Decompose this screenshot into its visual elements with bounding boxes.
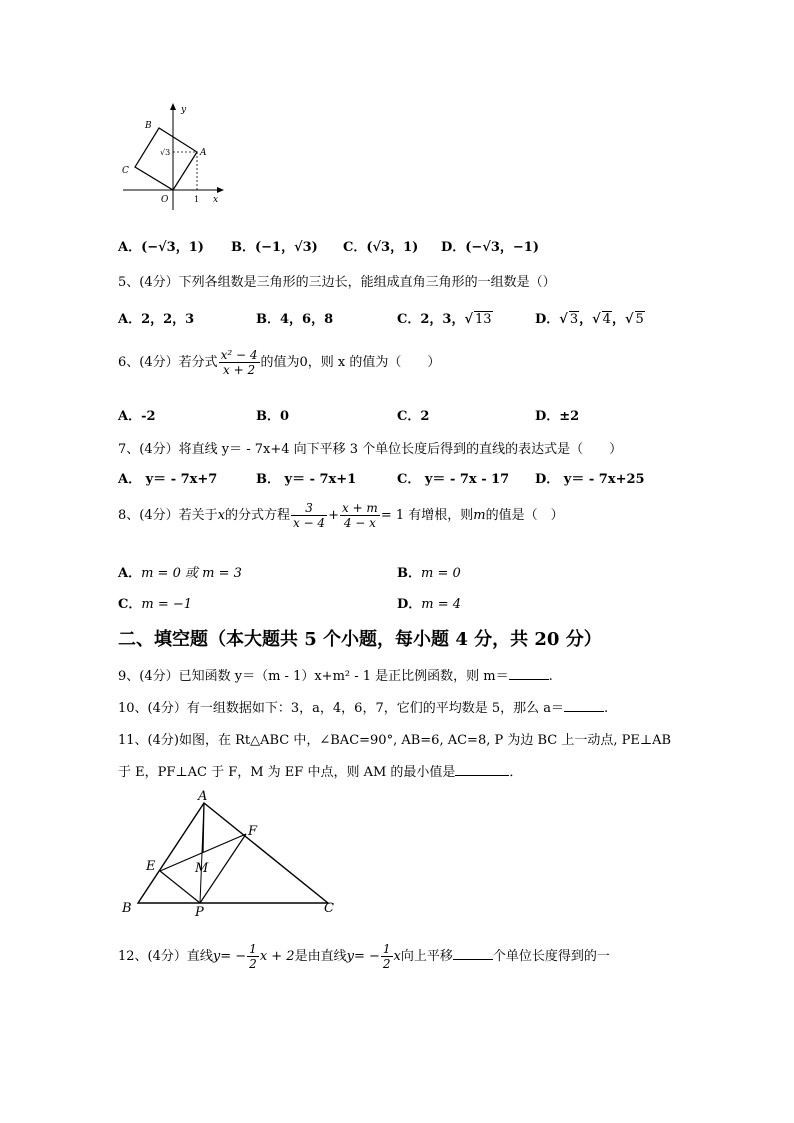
q8-option-c[interactable]: [118, 593, 192, 612]
q11-line-1: 11、(4分)如图，在 Rt△ABC 中，∠BAC=90°, AB=6, AC=8, P 为边 BC 上一动点, PE⊥AB: [118, 733, 672, 748]
q8-stem-post: 的值是（ ）: [485, 508, 564, 523]
q6-fraction-numerator: x² − 4: [220, 348, 258, 362]
q5-option-d-sep-1: ，: [579, 312, 593, 327]
q12-fraction-2-denominator: 2: [382, 957, 391, 971]
sqrt-icon: [625, 312, 634, 327]
q11-line-2-pre: 于 E，PF⊥AC 于 F，M 为 EF 中点，则 AM 的最小值是: [118, 765, 456, 780]
q8-fraction-2: [340, 501, 380, 530]
q5-stem: 5、(4分）下列各组数是三角形的三边长，能组成直角三角形的一组数是（）: [118, 275, 556, 290]
q10-stem-post: .: [604, 701, 609, 716]
sqrt-icon: [592, 312, 601, 327]
fig4-label-x: x: [213, 195, 219, 205]
q8-var-m: m: [473, 508, 486, 523]
q12-fraction-2: [381, 942, 393, 971]
q8-option-a[interactable]: [118, 562, 242, 581]
q5-option-d-radicand-2: 4: [602, 312, 611, 327]
q11-answer-blank[interactable]: [455, 763, 509, 776]
fig4-label-rt3: √3: [160, 148, 171, 157]
q7-option-d[interactable]: D． y＝ - 7x+25: [535, 472, 645, 487]
q8-fraction-2-numerator: x + m: [341, 501, 378, 515]
q9-stem-pre: 9、(4分）已知函数 y＝（m - 1）x+m² - 1 是正比例函数，则 m＝: [118, 669, 509, 684]
fig4-label-C: C: [122, 166, 129, 176]
fig11-label-E: E: [146, 859, 156, 874]
q10-answer-blank[interactable]: [564, 699, 604, 712]
q7-option-c[interactable]: C． y＝ - 7x - 17: [397, 472, 510, 487]
q12-term-2: x: [393, 949, 401, 964]
q12-var-y2: y: [346, 949, 354, 964]
fig11-label-M: M: [195, 861, 209, 876]
q5-option-c-radicand: 13: [475, 312, 492, 327]
q12-stem-post-2: 个单位长度得到的一: [492, 949, 610, 964]
q11-line-2-post: ．: [509, 765, 523, 780]
fig4-label-B: B: [145, 121, 152, 131]
q12-stem-pre: 12、(4分）直线: [118, 949, 213, 964]
q10-stem-pre: 10、(4分）有一组数据如下：3，a，4，6，7，它们的平均数是 5，那么 a＝: [118, 701, 565, 716]
q8-stem-eq: = 1 有增根，则: [380, 508, 474, 523]
q7-option-a[interactable]: A． y＝ - 7x+7: [118, 472, 218, 487]
q8-option-c-letter: C．: [118, 597, 142, 612]
fig11-label-F: F: [248, 824, 258, 839]
q4-option-b[interactable]: B．(−1，√3): [231, 240, 318, 255]
q8-fraction-1: [291, 501, 327, 530]
q5-option-d[interactable]: [535, 308, 645, 327]
q5-option-d-sep-2: ，: [611, 312, 625, 327]
q4-coordinate-figure: [115, 100, 230, 210]
q8-plus: +: [328, 508, 339, 523]
q9-stem-post: .: [548, 669, 553, 684]
q12-fraction-1-denominator: 2: [249, 957, 257, 971]
q6-option-c[interactable]: C．2: [397, 409, 430, 424]
q8-option-b[interactable]: [397, 562, 461, 581]
q11-triangle-figure: [118, 788, 348, 918]
q6-option-d[interactable]: D．±2: [535, 409, 580, 424]
q6-stem-pre: 6、(4分）若分式: [118, 355, 218, 370]
q11-line-2: [118, 761, 522, 780]
q8-option-d-value: m = 4: [421, 597, 462, 612]
q12-var-y1: y: [212, 949, 221, 964]
q8-stem-mid: 的分式方程: [224, 508, 290, 523]
q8-option-b-value: m = 0: [421, 566, 461, 581]
q12-term-1: x + 2: [259, 949, 295, 964]
q5-option-a[interactable]: A．2，2，3: [118, 312, 195, 327]
q8-option-b-letter: B．: [397, 566, 421, 581]
q12-stem-mid: 是由直线: [294, 949, 347, 964]
q12-fraction-1-numerator: 1: [249, 942, 257, 956]
q6-fraction: [219, 348, 260, 377]
fig4-label-1: 1: [194, 195, 200, 204]
q12-eq1: = −: [220, 949, 247, 964]
q5-option-d-text: D．: [535, 312, 560, 327]
q5-option-c[interactable]: [397, 308, 493, 327]
q8-option-a-value: m = 0 或 m = 3: [141, 566, 242, 581]
q5-option-d-radicand-1: 3: [569, 312, 579, 327]
section-2-heading: 二、填空题（本大题共 5 个小题，每小题 4 分，共 20 分）: [118, 629, 602, 650]
q8-option-c-value: m = −1: [141, 597, 193, 612]
q9-stem: [118, 665, 553, 684]
q10-stem: [118, 697, 608, 716]
q5-option-b[interactable]: B．4，6，8: [256, 312, 334, 327]
q6-option-b[interactable]: B．0: [256, 409, 290, 424]
q12-answer-blank[interactable]: [453, 947, 493, 960]
fig11-label-B: B: [122, 901, 132, 916]
q12-stem-post-1: 向上平移: [400, 949, 453, 964]
q12-stem: [118, 942, 610, 971]
q8-option-d-letter: D．: [397, 597, 422, 612]
q8-fraction-2-denominator: 4 − x: [343, 516, 376, 530]
q7-option-b[interactable]: B． y＝ - 7x+1: [256, 472, 357, 487]
q8-stem: [118, 501, 564, 530]
q9-answer-blank[interactable]: [509, 667, 549, 680]
fig4-label-y: y: [181, 105, 187, 115]
q4-option-c[interactable]: C．(√3，1): [343, 240, 419, 255]
fig11-label-C: C: [324, 901, 334, 916]
q7-stem: 7、(4分）将直线 y＝ - 7x+4 向下平移 3 个单位长度后得到的直线的表达式是（ ）: [118, 442, 623, 457]
fig4-label-A: A: [200, 148, 207, 158]
q6-fraction-denominator: x + 2: [223, 363, 256, 377]
sqrt-icon: [559, 312, 568, 327]
q5-option-c-text: C．2，3，: [397, 312, 465, 327]
q8-option-d[interactable]: [397, 593, 461, 612]
q4-option-d[interactable]: D．(−√3，−1): [441, 240, 539, 255]
q8-stem-pre: 8、(4分）若关于: [118, 508, 218, 523]
q8-fraction-1-numerator: 3: [291, 501, 327, 516]
q12-eq2: = −: [353, 949, 380, 964]
sqrt-icon: [464, 312, 473, 327]
q6-stem-post: 的值为0，则 x 的值为（ ）: [260, 355, 441, 370]
q12-fraction-1: [247, 942, 259, 971]
q5-option-d-radicand-3: 5: [635, 312, 644, 327]
q12-fraction-2-numerator: 1: [382, 942, 391, 956]
q8-option-a-letter: A．: [118, 566, 142, 581]
fig4-label-O: O: [161, 195, 169, 205]
q8-fraction-1-denominator: x − 4: [292, 516, 326, 530]
q6-option-a[interactable]: A．-2: [118, 409, 156, 424]
fig11-label-P: P: [195, 905, 204, 918]
q8-var-x: x: [217, 508, 225, 523]
q6-stem: [118, 348, 440, 377]
fig11-label-A: A: [198, 789, 208, 804]
q4-option-a[interactable]: A．(−√3，1): [118, 240, 204, 255]
